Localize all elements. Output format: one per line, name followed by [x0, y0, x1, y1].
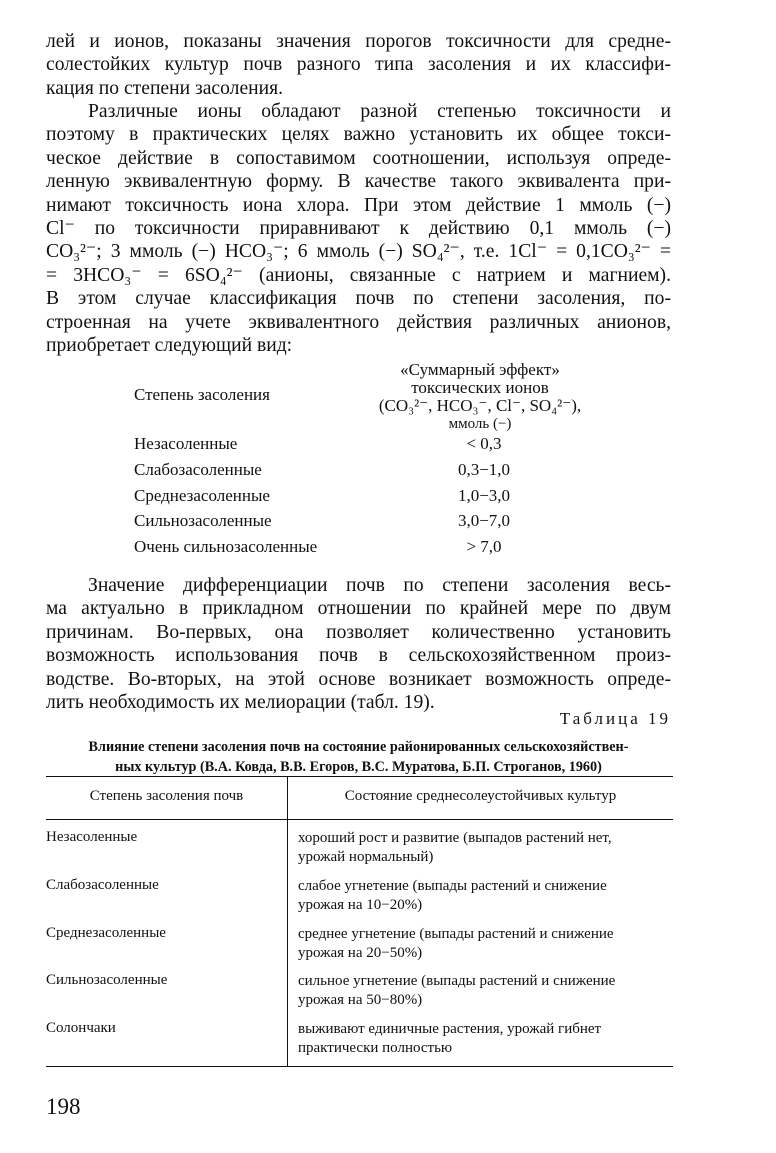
table-header-right: Состояние среднесолеустойчивых культур: [344, 788, 617, 804]
toxic-effect-value: 0,3−1,0: [457, 460, 511, 479]
table-row-degree: Незасоленные: [46, 829, 138, 845]
table-bottom-rule: [46, 1066, 673, 1067]
col2-header-line: ммоль (−): [448, 416, 512, 432]
salinity-degree: Очень сильнозасоленные: [134, 537, 318, 556]
table-row-state: [298, 925, 676, 963]
toxic-effect-value: > 7,0: [466, 537, 502, 556]
paragraph-3-line: водстве. Во-вторых, на этой основе возникает возможность опреде-: [46, 668, 671, 690]
state-line: среднее угнетение (выпады растений и снижение: [298, 926, 614, 942]
table-caption: [46, 737, 671, 777]
paragraph-2-line: строенная на учете эквивалентного действия различных анионов,: [46, 311, 671, 333]
table-number: Таблица 19: [559, 709, 671, 728]
table-19: [46, 776, 673, 1068]
table-top-rule: [46, 776, 673, 777]
paragraph-2-line: приобретает следующий вид:: [46, 334, 293, 356]
state-line: урожая на 10−20%): [298, 897, 423, 913]
table-row-state: [298, 1020, 676, 1058]
table-header-rule: [46, 819, 673, 820]
table-row-degree: Слабозасоленные: [46, 877, 159, 893]
table-caption-line: ных культур (В.А. Ковда, В.В. Егоров, В.С. Муратова, Б.П. Строганов, 1960): [115, 759, 602, 775]
paragraph-1: [46, 30, 671, 100]
paragraph-3-line: причинам. Во-первых, она позволяет количественно установить: [46, 621, 671, 643]
paragraph-1-line: солестойких культур почв разного типа засоления и их классифи-: [46, 54, 671, 76]
col2-header-line: токсических ионов: [411, 378, 549, 397]
state-line: хороший рост и развитие (выпадов растений нет,: [298, 830, 612, 846]
class-table-col2-header: [360, 361, 600, 433]
class-table-row: [134, 511, 574, 535]
table-row-degree: Солончаки: [46, 1020, 116, 1036]
class-table-row: [134, 460, 574, 484]
table-row-degree: Сильнозасоленные: [46, 972, 168, 988]
salinity-degree: Незасоленные: [134, 434, 238, 453]
paragraph-2-line: ленную эквивалентную форму. В качестве такого эквивалента при-: [46, 171, 671, 193]
paragraph-2-line: поэтому в практических целях важно установить их общее токси-: [46, 124, 671, 146]
col2-header-line: «Суммарный эффект»: [400, 360, 560, 379]
table-row-degree: Среднезасоленные: [46, 925, 166, 941]
paragraph-3-line: возможность использования почв в сельскохозяйственном произ-: [46, 645, 671, 667]
state-line: слабое угнетение (выпады растений и снижение: [298, 878, 607, 894]
paragraph-2-line: Cl⁻ по токсичности приравнивают к действию 0,1 ммоль (−): [46, 217, 671, 239]
paragraph-3: [46, 574, 671, 714]
class-table-row: [134, 434, 574, 458]
salinity-degree: Среднезасоленные: [134, 486, 270, 505]
table-row-state: [298, 877, 676, 915]
paragraph-2-line: Различные ионы обладают разной степенью токсичности и: [88, 101, 671, 122]
salinity-degree: Слабозасоленные: [134, 460, 262, 479]
state-line: выживают единичные растения, урожай гибнет: [298, 1021, 602, 1037]
table-header-left: Степень засоления почв: [89, 788, 244, 804]
salinity-degree: Сильнозасоленные: [134, 511, 272, 530]
paragraph-3-line: ма актуально в прикладном отношении по крайней мере по двум: [46, 598, 671, 620]
class-table-row: [134, 537, 574, 561]
toxic-effect-value: < 0,3: [466, 434, 502, 453]
paragraph-2: [46, 100, 671, 357]
table-row-state: [298, 829, 676, 867]
page-number: 198: [46, 1094, 81, 1119]
toxic-effect-value: 1,0−3,0: [457, 486, 511, 505]
state-line: практически полностью: [298, 1040, 453, 1056]
toxic-effect-value: 3,0−7,0: [457, 511, 511, 530]
state-line: урожай нормальный): [298, 849, 434, 865]
paragraph-1-line: кация по степени засоления.: [46, 77, 284, 99]
paragraph-3-line: Значение дифференциации почв по степени засоления весь-: [88, 575, 671, 596]
state-line: урожая на 50−80%): [298, 992, 423, 1008]
table-row-state: [298, 972, 676, 1010]
state-line: урожая на 20−50%): [298, 945, 423, 961]
class-table-col1-header: Степень засоления: [134, 385, 270, 404]
paragraph-2-line: нимают токсичность иона хлора. При этом действие 1 ммоль (−): [46, 194, 671, 216]
paragraph-2-line: CO₃²⁻; 3 ммоль (−) HCO₃⁻; 6 ммоль (−) SO₄²⁻, т.е. 1Cl⁻ = 0,1CO₃²⁻ =: [46, 241, 671, 263]
table-caption-line: Влияние степени засоления почв на состояние районированных сельскохозяйствен-: [88, 739, 629, 755]
paragraph-3-line: лить необходимость их мелиорации (табл. 19).: [46, 691, 435, 713]
paragraph-2-line: В этом случае классификация почв по степени засоления, по-: [46, 288, 671, 310]
state-line: сильное угнетение (выпады растений и снижение: [298, 973, 616, 989]
col2-header-line: (CO₃²⁻, HCO₃⁻, Cl⁻, SO₄²⁻),: [378, 396, 582, 415]
class-table-row: [134, 486, 574, 510]
paragraph-2-line: = 3HCO₃⁻ = 6SO₄²⁻ (анионы, связанные с натрием и магнием).: [46, 264, 671, 286]
paragraph-1-line: лей и ионов, показаны значения порогов токсичности для средне-: [46, 31, 671, 52]
paragraph-2-line: ческое действие в сопоставимом соотношении, используя опреде-: [46, 147, 671, 169]
